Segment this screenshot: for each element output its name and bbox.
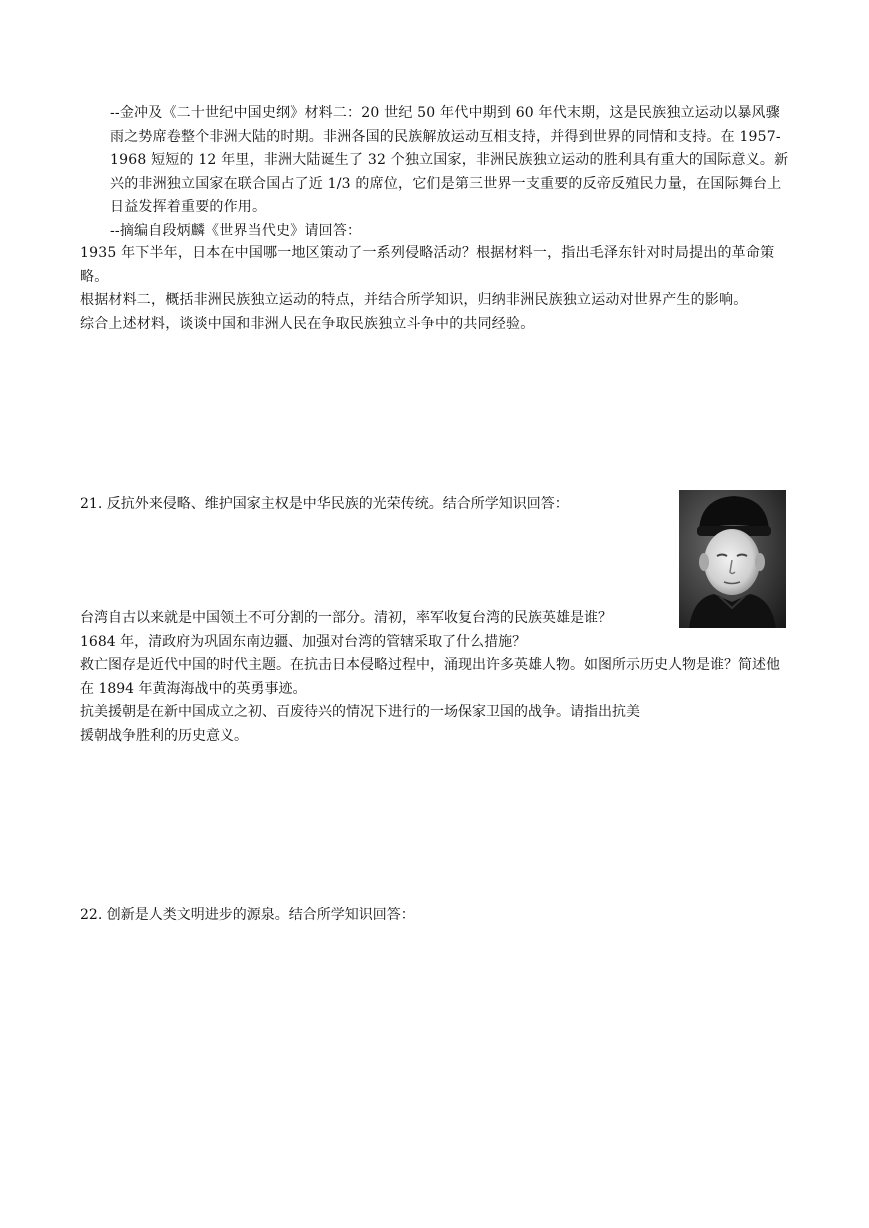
q20-subquestion-1: 1935 年下半年，日本在中国哪一地区策动了一系列侵略活动？根据材料一，指出毛泽东针对时局提出的革命策略。 — [80, 245, 775, 285]
question-20-subquestions — [80, 242, 790, 336]
material-source-2: --摘编自段炳麟《世界当代史》请回答： — [110, 222, 362, 239]
q21-subquestion-2: 1684 年，清政府为巩固东南边疆、加强对台湾的管辖采取了什么措施？ — [80, 633, 527, 650]
q20-subquestion-3: 综合上述材料，谈谈中国和非洲人民在争取民族独立斗争中的共同经验。 — [80, 315, 535, 332]
q21-subquestion-4: 抗美援朝是在新中国成立之初、百废待兴的情况下进行的一场保家卫国的战争。请指出抗美援朝战争胜利的历史意义。 — [80, 704, 640, 744]
q21-subquestion-3: 救亡图存是近代中国的时代主题。在抗击日本侵略过程中，涌现出许多英雄人物。如图所示历史人物是谁？简述他在 1894 年黄海海战中的英勇事迹。 — [80, 657, 780, 697]
material-excerpt — [110, 102, 790, 243]
q21-subquestion-1: 台湾自古以来就是中国领土不可分割的一部分。清初，率军收复台湾的民族英雄是谁？ — [80, 610, 612, 626]
q20-subquestion-2: 根据材料二，概括非洲民族独立运动的特点，并结合所学知识，归纳非洲民族独立运动对世界产生的影响。 — [80, 292, 748, 308]
question-21-subquestions — [80, 607, 790, 748]
material-source-1: --金冲及《二十世纪中国史纲》材料二：20 世纪 50 年代中期到 60 年代末期，这是民族独立运动以暴风骤雨之势席卷整个非洲大陆的时期。非洲各国的民族解放运动互相支持，并得到世界的同情和支持。在 1957-1968 短短的 12 年里，非洲大陆诞生了 32 个独立国家，非洲民族独立运动的胜利具有重大的国际意义。新兴的非洲独立国家在联合国占了近 1/3 的席位，它们是第三世界一支重要的反帝反殖民力量，在国际舞台上日益发挥着重要的作用。 — [110, 105, 789, 215]
question-22-heading: 22. 创新是人类文明进步的源泉。结合所学知识回答： — [80, 907, 415, 923]
question-21-heading: 21. 反抗外来侵略、维护国家主权是中华民族的光荣传统。结合所学知识回答： — [80, 496, 569, 512]
